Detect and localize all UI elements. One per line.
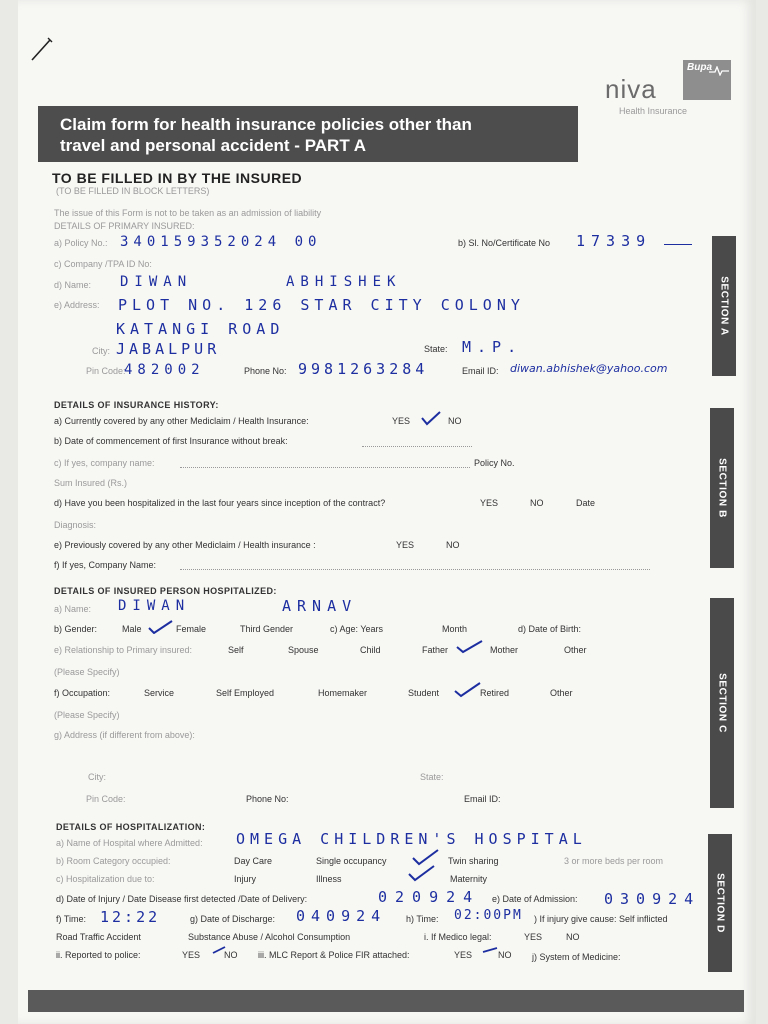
q-d-no[interactable]: NO xyxy=(530,498,544,508)
gender-male[interactable]: Male xyxy=(122,624,142,634)
doi-label: d) Date of Injury / Date Disease first detected /Date of Delivery: xyxy=(56,894,308,904)
sl-label: b) Sl. No/Certificate No xyxy=(458,238,551,248)
pin-label: Pin Code: xyxy=(86,366,126,376)
room-day-care[interactable]: Day Care xyxy=(234,856,273,866)
q-b-label: b) Date of commencement of first Insurance without break: xyxy=(54,436,288,446)
doi-value: 020924 xyxy=(378,888,481,906)
relationship-checkmark-icon xyxy=(454,638,484,654)
state-label: State: xyxy=(424,344,448,354)
alt-pin-label: Pin Code: xyxy=(86,794,126,804)
mlc-label: iii. MLC Report & Police FIR attached: xyxy=(258,950,410,960)
footer-bar xyxy=(28,990,744,1012)
section-d-heading: DETAILS OF HOSPITALIZATION: xyxy=(56,822,206,832)
sum-insured-label: Sum Insured (Rs.) xyxy=(54,478,128,488)
gender-female[interactable]: Female xyxy=(176,624,207,634)
alt-email-label: Email ID: xyxy=(464,794,501,804)
occ-retired[interactable]: Retired xyxy=(480,688,510,698)
policy-value: 340159352024 00 xyxy=(120,234,322,250)
form-title-banner xyxy=(38,106,578,162)
time2-label: h) Time: xyxy=(406,914,439,924)
section-a-heading: DETAILS OF PRIMARY INSURED: xyxy=(54,221,195,231)
relationship-label: e) Relationship to Primary insured: xyxy=(54,645,193,655)
injury-cause-label: ) If injury give cause: Self inflicted xyxy=(534,914,668,924)
gender-checkmark-icon xyxy=(146,618,174,634)
room-twin[interactable]: Twin sharing xyxy=(448,856,499,866)
tpa-label: c) Company /TPA ID No: xyxy=(54,259,152,269)
patient-first-name: DIWAN xyxy=(118,598,191,614)
address-line-1: PLOT NO. 126 STAR CITY COLONY xyxy=(118,296,525,314)
room-single[interactable]: Single occupancy xyxy=(316,856,387,866)
alt-city-label: City: xyxy=(88,772,106,782)
due-injury[interactable]: Injury xyxy=(234,874,257,884)
q-c-boxes xyxy=(180,467,470,468)
occ-homemaker[interactable]: Homemaker xyxy=(318,688,368,698)
section-c-heading: DETAILS OF INSURED PERSON HOSPITALIZED: xyxy=(54,586,277,596)
time2-value: 02:00PM xyxy=(454,908,523,923)
occ-self-employed[interactable]: Self Employed xyxy=(216,688,275,698)
mlc-no[interactable]: NO xyxy=(498,950,512,960)
city-value: JABALPUR xyxy=(116,340,221,358)
niva-logo: Bupa niva Health Insurance xyxy=(605,60,735,120)
section-b-heading: DETAILS OF INSURANCE HISTORY: xyxy=(54,400,219,410)
occ-please-specify: (Please Specify) xyxy=(54,710,120,720)
subtitle-note: (TO BE FILLED IN BLOCK LETTERS) xyxy=(56,186,210,196)
q-d-label: d) Have you been hospitalized in the last four years since inception of the contract? xyxy=(54,498,386,508)
dod-label: g) Date of Discharge: xyxy=(190,914,276,924)
section-c-tab: SECTION C xyxy=(710,598,734,808)
dod-value: 040924 xyxy=(296,907,387,925)
dob-label: d) Date of Birth: xyxy=(518,624,582,634)
hospital-label: a) Name of Hospital where Admitted: xyxy=(56,838,203,848)
doa-value: 030924 xyxy=(604,890,701,908)
q-a-checkmark-icon xyxy=(420,410,442,426)
rel-other[interactable]: Other xyxy=(564,645,587,655)
gender-third[interactable]: Third Gender xyxy=(240,624,294,634)
medico-label: i. If Medico legal: xyxy=(424,932,492,942)
rel-please-specify: (Please Specify) xyxy=(54,667,120,677)
q-a-label: a) Currently covered by any other Mediclaim / Health Insurance: xyxy=(54,416,309,426)
state-value: M.P. xyxy=(462,338,523,356)
sl-value: 17339 xyxy=(576,232,652,250)
medico-yes[interactable]: YES xyxy=(524,932,543,942)
police-label: ii. Reported to police: xyxy=(56,950,141,960)
time-label: f) Time: xyxy=(56,914,87,924)
disclaimer: The issue of this Form is not to be taken as an admission of liability xyxy=(54,208,322,218)
q-e-label: e) Previously covered by any other Mediclaim / Health insurance : xyxy=(54,540,316,550)
q-f-boxes xyxy=(180,569,650,570)
patient-last-name: ARNAV xyxy=(282,597,358,615)
title-line-2: travel and personal accident - PART A xyxy=(60,136,367,155)
doa-label: e) Date of Admission: xyxy=(492,894,578,904)
q-c-label: c) If yes, company name: xyxy=(54,458,155,468)
due-illness[interactable]: Illness xyxy=(316,874,342,884)
diagnosis-label: Diagnosis: xyxy=(54,520,97,530)
occ-service[interactable]: Service xyxy=(144,688,175,698)
section-d-tab: SECTION D xyxy=(708,834,732,972)
address-label: e) Address: xyxy=(54,300,100,310)
section-b-tab: SECTION B xyxy=(710,408,734,568)
police-no[interactable]: NO xyxy=(224,950,238,960)
rel-self[interactable]: Self xyxy=(228,645,244,655)
rel-mother[interactable]: Mother xyxy=(490,645,519,655)
phone-label: Phone No: xyxy=(244,366,287,376)
age-label: c) Age: Years xyxy=(330,624,384,634)
system-label: j) System of Medicine: xyxy=(532,952,621,962)
gender-label: b) Gender: xyxy=(54,624,98,634)
phone-value: 9981263284 xyxy=(298,360,429,378)
police-yes[interactable]: YES xyxy=(182,950,201,960)
due-checkmark-icon xyxy=(406,864,436,882)
patient-name-label: a) Name: xyxy=(54,604,92,614)
insured-first-name: DIWAN xyxy=(120,274,193,290)
medico-no[interactable]: NO xyxy=(566,932,580,942)
occupation-checkmark-icon xyxy=(452,680,482,698)
rel-child[interactable]: Child xyxy=(360,645,381,655)
q-e-yes[interactable]: YES xyxy=(396,540,415,550)
policy-no-label: Policy No. xyxy=(474,458,515,468)
heartbeat-icon xyxy=(709,66,729,76)
email-label: Email ID: xyxy=(462,366,499,376)
cause-road[interactable]: Road Traffic Accident xyxy=(56,932,141,942)
subtitle: TO BE FILLED IN BY THE INSURED xyxy=(52,170,303,186)
occ-other[interactable]: Other xyxy=(550,688,573,698)
room-label: b) Room Category occupied: xyxy=(56,856,171,866)
mlc-yes[interactable]: YES xyxy=(454,950,473,960)
q-e-no[interactable]: NO xyxy=(446,540,460,550)
occ-student[interactable]: Student xyxy=(408,688,440,698)
time-value: 12:22 xyxy=(100,908,161,926)
sl-underline xyxy=(664,244,692,245)
rel-spouse[interactable]: Spouse xyxy=(288,645,319,655)
hospital-value: OMEGA CHILDREN'S HOSPITAL xyxy=(236,830,587,848)
policy-label: a) Policy No.: xyxy=(54,238,108,248)
pen-mark-icon xyxy=(28,34,54,64)
address-line-2: KATANGI ROAD xyxy=(116,320,285,338)
q-a-no[interactable]: NO xyxy=(448,416,462,426)
email-value: diwan.abhishek@yahoo.com xyxy=(510,362,668,375)
q-d-yes[interactable]: YES xyxy=(480,498,499,508)
rel-father[interactable]: Father xyxy=(422,645,449,655)
due-to-label: c) Hospitalization due to: xyxy=(56,874,155,884)
title-line-1: Claim form for health insurance policies other than xyxy=(60,115,472,134)
name-label: d) Name: xyxy=(54,280,92,290)
pin-value: 482002 xyxy=(124,362,205,378)
due-maternity[interactable]: Maternity xyxy=(450,874,488,884)
q-d-date: Date xyxy=(576,498,596,508)
alt-state-label: State: xyxy=(420,772,444,782)
alt-address-label: g) Address (if different from above): xyxy=(54,730,195,740)
section-a-tab: SECTION A xyxy=(712,236,736,376)
alt-phone-label: Phone No: xyxy=(246,794,289,804)
city-label: City: xyxy=(92,346,110,356)
mlc-mark-icon xyxy=(482,946,498,954)
insured-last-name: ABHISHEK xyxy=(286,274,402,290)
q-b-boxes xyxy=(362,446,472,447)
q-f-label: f) If yes, Company Name: xyxy=(54,560,157,570)
q-a-yes[interactable]: YES xyxy=(392,416,411,426)
room-three-more[interactable]: 3 or more beds per room xyxy=(564,856,664,866)
month-label: Month xyxy=(442,624,468,634)
occupation-label: f) Occupation: xyxy=(54,688,111,698)
cause-substance[interactable]: Substance Abuse / Alcohol Consumption xyxy=(188,932,351,942)
